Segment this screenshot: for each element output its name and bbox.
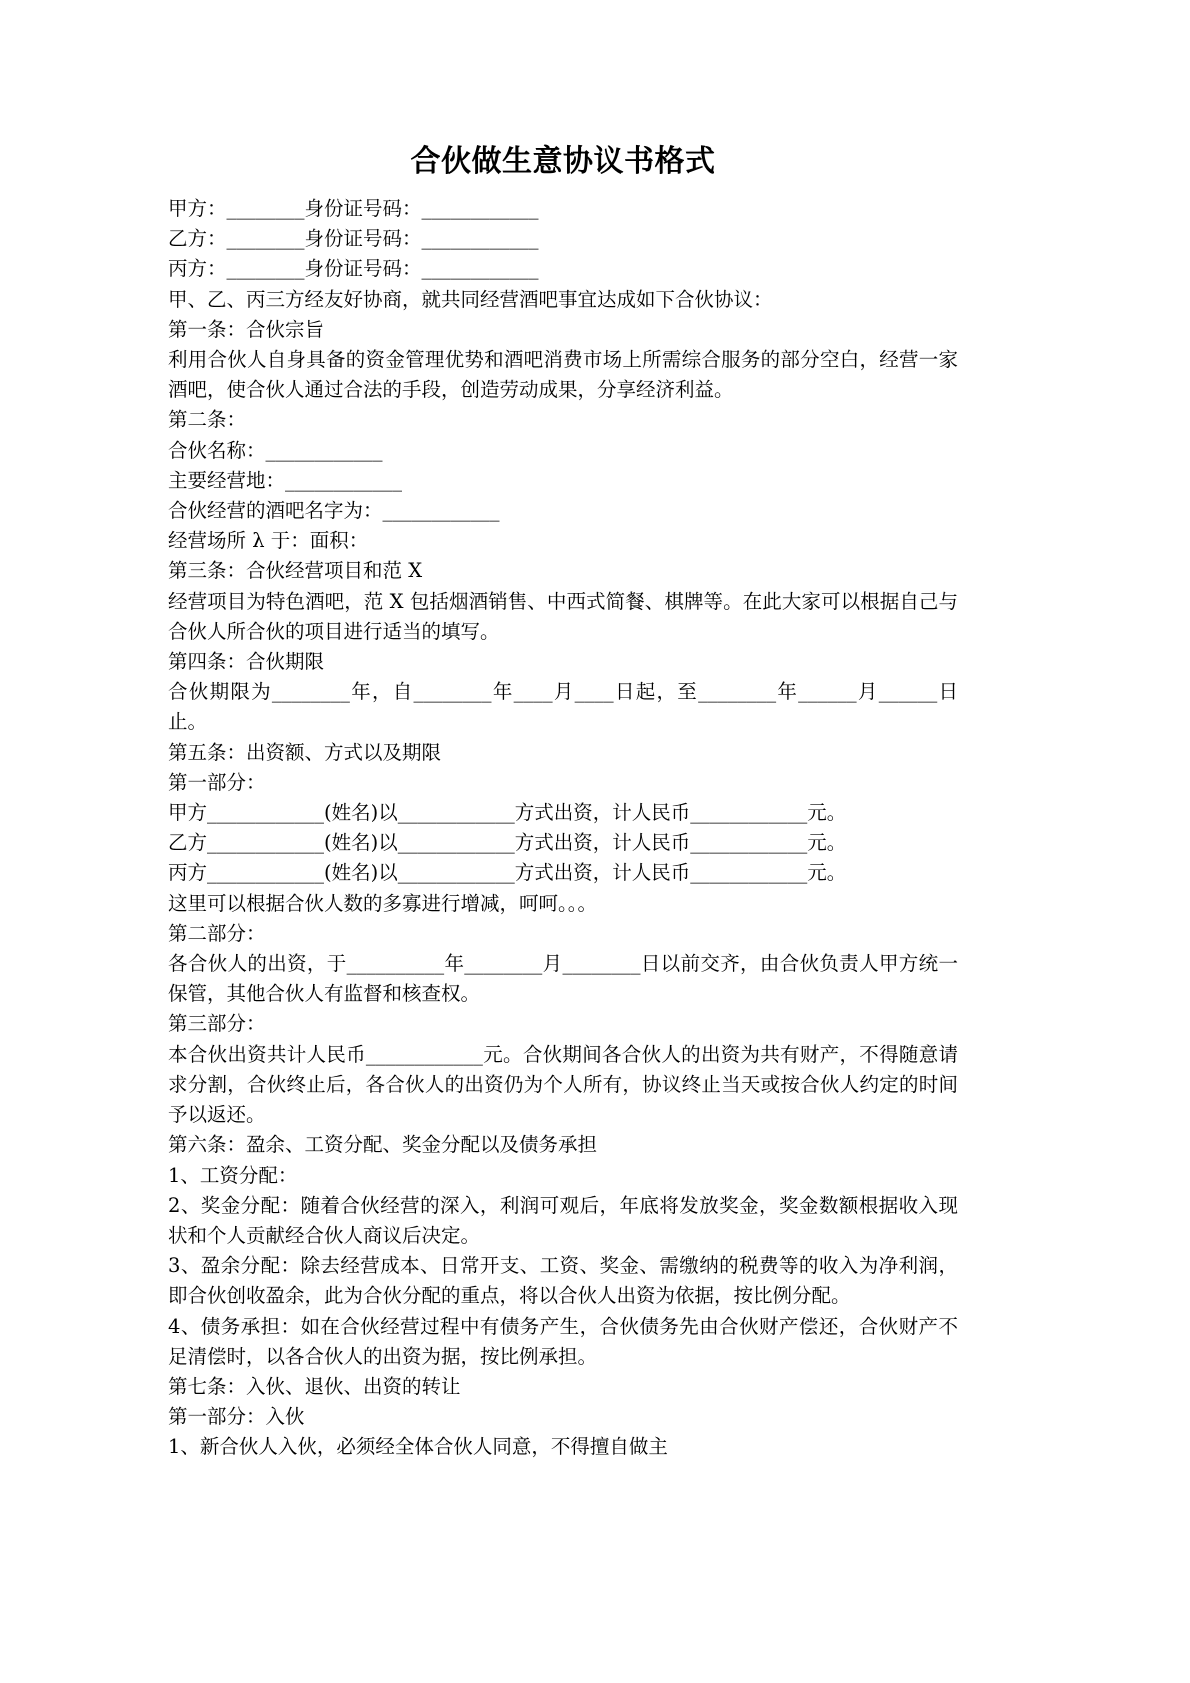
agreement-line: 4、债务承担：如在合伙经营过程中有债务产生，合伙债务先由合伙财产偿还，合伙财产不足清偿时，以各合伙人的出资为据，按比例承担。 (168, 1314, 958, 1368)
page-title: 合伙做生意协议书格式 (410, 144, 716, 179)
agreement-line: 3、盈余分配：除去经营成本、日常开支、工资、奖金、需缴纳的税费等的收入为净利润，即合伙创收盈余，此为合伙分配的重点，将以合伙人出资为依据，按比例分配。 (168, 1254, 958, 1308)
agreement-line: 经营场所 λ 于：面积： (168, 529, 369, 553)
agreement-line: 合伙期限为________年，自________年____月____日起，至________年______月______日止。 (168, 680, 958, 734)
agreement-line: 第二部分： (168, 921, 266, 945)
agreement-line: 第一条：合伙宗旨 (168, 317, 325, 341)
agreement-line: 1、工资分配： (168, 1163, 298, 1187)
agreement-line: 第三条：合伙经营项目和范 X (168, 559, 423, 583)
agreement-line: 丙方：________身份证号码：____________ (168, 257, 539, 281)
agreement-text-block (168, 194, 958, 1463)
agreement-line: 第四条：合伙期限 (168, 650, 325, 674)
agreement-line: 本合伙出资共计人民币____________元。合伙期间各合伙人的出资为共有财产，不得随意请求分割，合伙终止后，各合伙人的出资仍为个人所有，协议终止当天或按合伙人约定的时间予以返还。 (168, 1042, 958, 1127)
agreement-line: 各合伙人的出资，于__________年________月________日以前交齐，由合伙负责人甲方统一保管，其他合伙人有监督和核查权。 (168, 952, 958, 1006)
agreement-line: 合伙名称：____________ (168, 438, 383, 462)
agreement-line: 第三部分： (168, 1012, 266, 1036)
agreement-line: 甲方：________身份证号码：____________ (168, 197, 539, 220)
agreement-line: 合伙经营的酒吧名字为：____________ (168, 499, 500, 523)
agreement-line: 1、新合伙人入伙，必须经全体合伙人同意，不得擅自做主 (168, 1435, 668, 1459)
agreement-line: 第七条：入伙、退伙、出资的转让 (168, 1374, 461, 1398)
agreement-line: 经营项目为特色酒吧，范 X 包括烟酒销售、中西式简餐、棋牌等。在此大家可以根据自己与合伙人所合伙的项目进行适当的填写。 (168, 589, 958, 643)
agreement-line: 丙方____________(姓名)以____________方式出资，计人民币____________元。 (168, 861, 847, 885)
agreement-line: 第二条： (168, 408, 247, 432)
agreement-line: 第六条：盈余、工资分配、奖金分配以及债务承担 (168, 1133, 598, 1157)
agreement-line: 第一部分：入伙 (168, 1405, 305, 1429)
agreement-line: 第五条：出资额、方式以及期限 (168, 740, 442, 764)
agreement-line: 乙方____________(姓名)以____________方式出资，计人民币____________元。 (168, 831, 847, 855)
agreement-line: 利用合伙人自身具备的资金管理优势和酒吧消费市场上所需综合服务的部分空白，经营一家酒吧，使合伙人通过合法的手段，创造劳动成果，分享经济利益。 (168, 348, 958, 402)
agreement-line: 乙方：________身份证号码：____________ (168, 227, 539, 251)
agreement-line: 2、奖金分配：随着合伙经营的深入，利润可观后，年底将发放奖金，奖金数额根据收入现状和个人贡献经合伙人商议后决定。 (168, 1193, 958, 1247)
agreement-line: 这里可以根据合伙人数的多寡进行增减，呵呵。。。 (168, 891, 598, 915)
agreement-line: 甲方____________(姓名)以____________方式出资，计人民币____________元。 (168, 801, 847, 825)
agreement-line: 主要经营地：____________ (168, 468, 403, 492)
agreement-line: 甲、乙、丙三方经友好协商，就共同经营酒吧事宜达成如下合伙协议： (168, 287, 773, 311)
agreement-line: 第一部分： (168, 770, 266, 794)
document-body (168, 140, 958, 1463)
